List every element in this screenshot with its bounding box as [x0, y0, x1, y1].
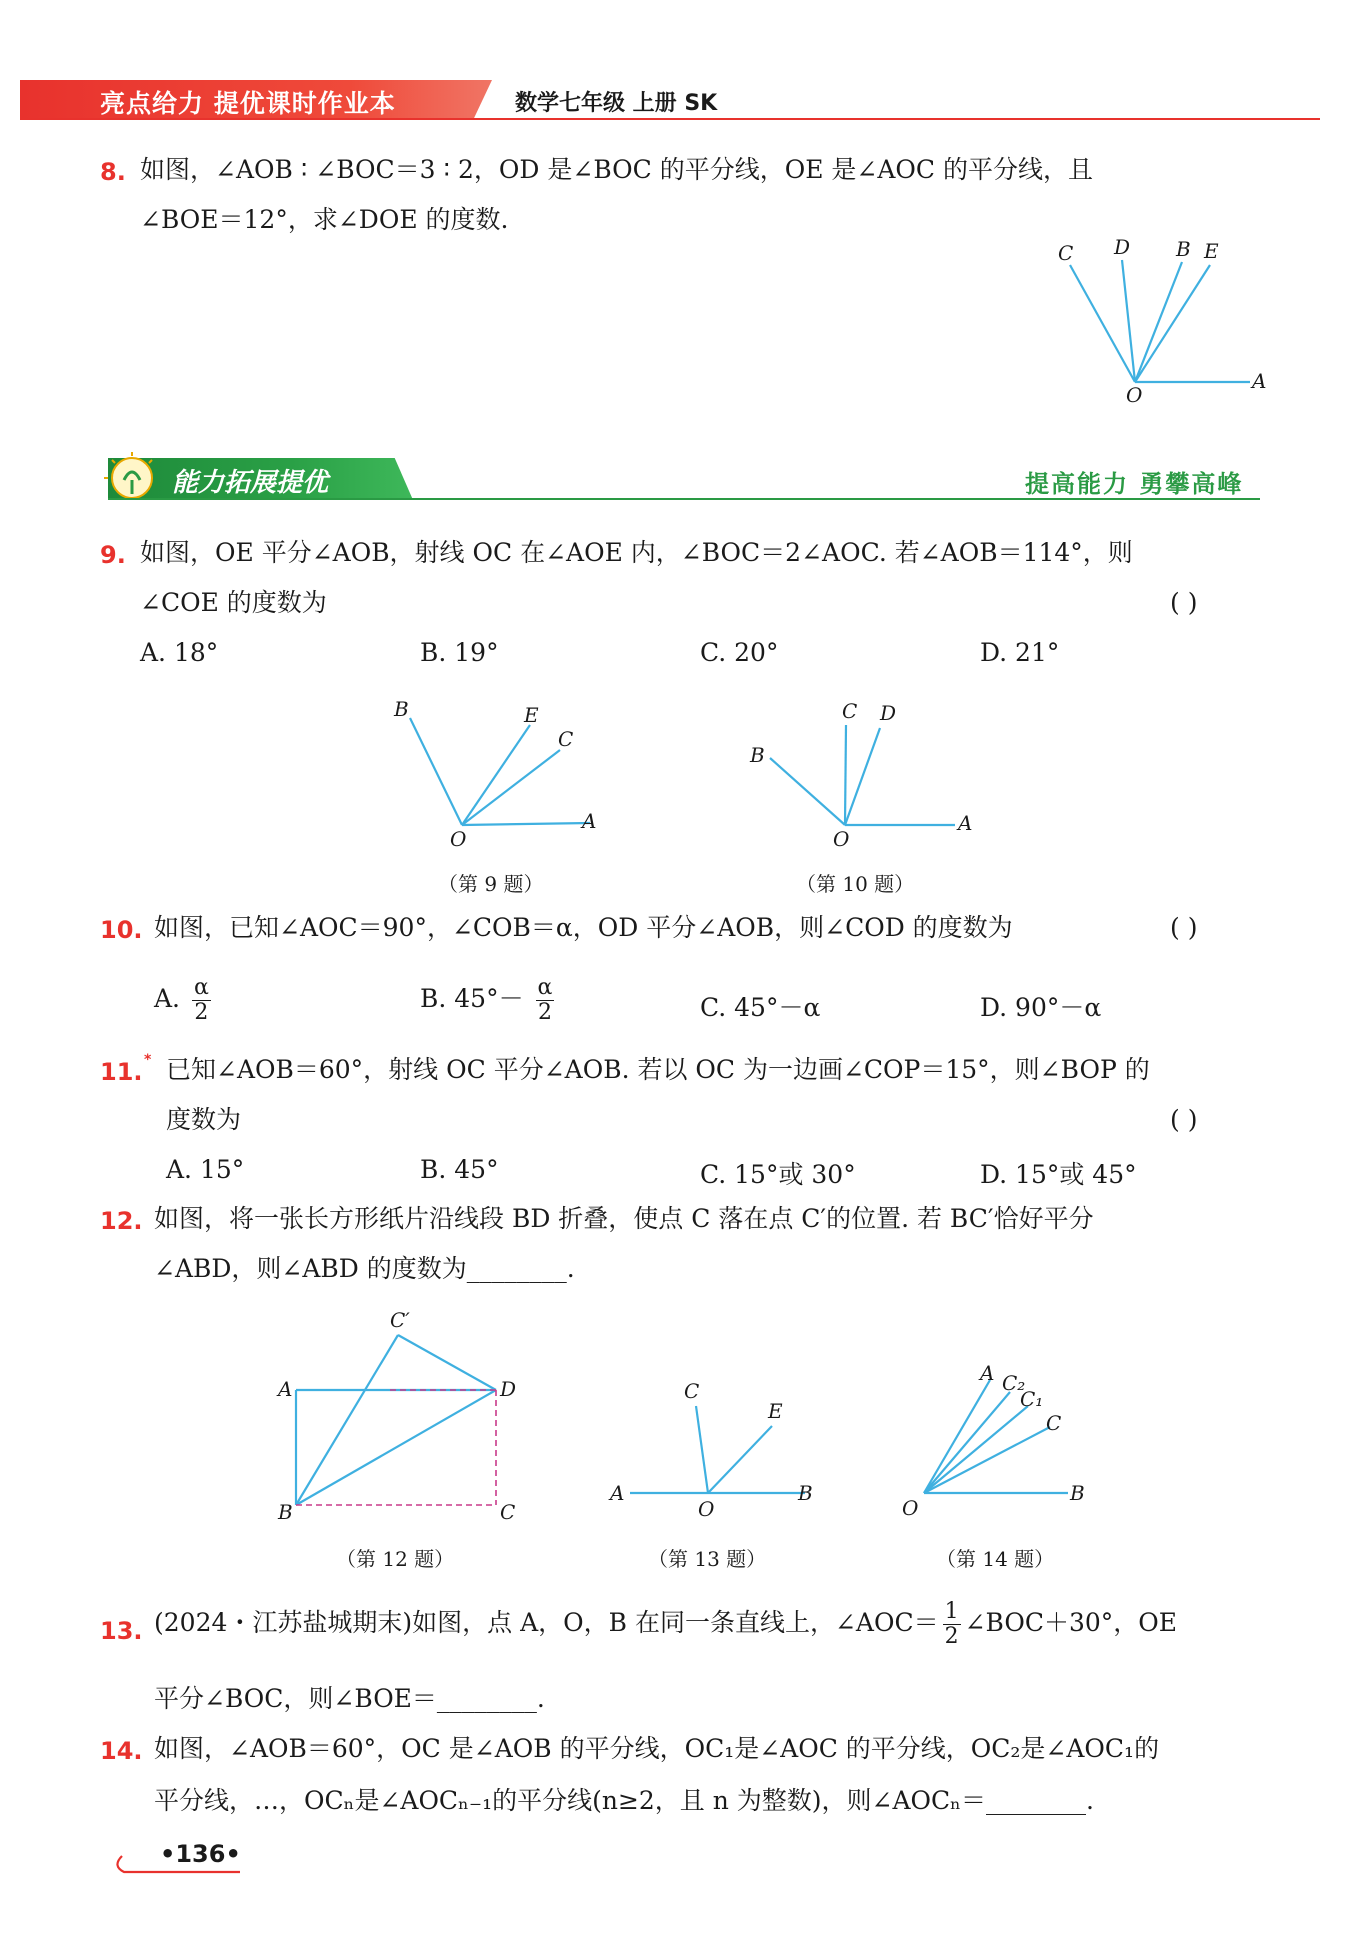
ray-oc — [845, 725, 846, 825]
q9-line2: ∠COE 的度数为 — [140, 588, 327, 617]
ray-oe — [1135, 265, 1210, 382]
label-a: A — [980, 1361, 995, 1385]
ray-oc — [462, 750, 560, 825]
page-number: •136• — [160, 1840, 241, 1868]
label-a: A — [958, 811, 973, 835]
label-c: C — [500, 1500, 516, 1524]
label-cprime: C′ — [390, 1308, 410, 1332]
q8-line1: 如图，∠AOB ∶ ∠BOC＝3 ∶ 2，OD 是∠BOC 的平分线，OE 是∠AOC 的平分线，且 — [140, 155, 1093, 184]
header-book-info: 数学七年级 上册 SK — [515, 91, 718, 116]
q9-option-d: D. 21° — [980, 638, 1060, 667]
q11-line1: 已知∠AOB＝60°，射线 OC 平分∠AOB. 若以 OC 为一边画∠COP＝15°，则∠BOP 的 — [166, 1055, 1150, 1084]
ray-oe — [462, 725, 530, 825]
label-e: E — [768, 1399, 783, 1423]
label-e: E — [524, 703, 539, 727]
q11-option-c: C. 15°或 30° — [700, 1160, 856, 1189]
q10-option-b — [420, 976, 558, 1025]
q12-figure — [270, 1305, 540, 1525]
label-d: D — [1114, 235, 1131, 259]
q10-line1: 如图，已知∠AOC＝90°，∠COB＝α，OD 平分∠AOB，则∠COD 的度数为 — [154, 913, 1013, 942]
q11-option-b: B. 45° — [420, 1155, 499, 1184]
label-o: O — [450, 827, 467, 850]
label-o: O — [1126, 383, 1143, 407]
q10-option-c: C. 45°－α — [700, 993, 821, 1022]
q9-number: 9. — [100, 541, 126, 569]
ray-ob — [410, 718, 462, 825]
ray-oc1 — [924, 1406, 1028, 1493]
q8-line2: ∠BOE＝12°，求∠DOE 的度数. — [140, 205, 509, 234]
label-e: E — [1204, 239, 1219, 263]
label-a: A — [582, 809, 597, 833]
q11-option-d: D. 15°或 45° — [980, 1160, 1137, 1189]
section-slogan: 提高能力 勇攀高峰 — [1025, 469, 1244, 498]
q13-line1-end: ∠BOC＋30°，OE — [964, 1608, 1178, 1637]
q12-line1: 如图，将一张长方形纸片沿线段 BD 折叠，使点 C 落在点 C′的位置. 若 BC′恰好平分 — [154, 1204, 1094, 1233]
q14-figure — [890, 1360, 1130, 1530]
ray-oe — [708, 1426, 772, 1493]
q14-number: 14. — [100, 1737, 143, 1765]
ray-ob — [1135, 262, 1182, 382]
q13-line2: 平分∠BOC，则∠BOE＝________. — [154, 1684, 545, 1713]
q13-line1 — [154, 1600, 1177, 1649]
q9-option-c: C. 20° — [700, 638, 779, 667]
q14-caption: （第 14 题） — [936, 1547, 1055, 1571]
q14-line1: 如图，∠AOB＝60°，OC 是∠AOB 的平分线，OC₁是∠AOC 的平分线，OC₂是∠AOC₁的 — [154, 1734, 1160, 1763]
q10-number: 10. — [100, 916, 143, 944]
label-b: B — [1070, 1481, 1085, 1505]
q9-caption: （第 9 题） — [438, 872, 544, 896]
ray-oa — [462, 823, 590, 825]
label-b: B — [798, 1481, 813, 1505]
label-c: C — [684, 1379, 700, 1403]
label-c: C — [1058, 241, 1074, 265]
q13-line1-start: (2024・江苏盐城期末)如图，点 A，O，B 在同一条直线上，∠AOC＝ — [154, 1608, 939, 1637]
q10-answer-paren: ( ) — [1170, 913, 1198, 942]
ray-oc — [696, 1406, 708, 1493]
q13-caption: （第 13 题） — [648, 1547, 767, 1571]
label-c: C — [1046, 1411, 1062, 1435]
q9-option-b: B. 19° — [420, 638, 499, 667]
q10-caption: （第 10 题） — [796, 872, 915, 896]
q9-line1: 如图，OE 平分∠AOB，射线 OC 在∠AOE 内，∠BOC＝2∠AOC. 若∠AOB＝114°，则 — [140, 538, 1133, 567]
q12-caption: （第 12 题） — [336, 1547, 455, 1571]
q10-frac-b-num: α — [537, 975, 553, 1000]
ray-od — [845, 728, 880, 825]
q11-line2: 度数为 — [166, 1105, 242, 1134]
label-c: C — [842, 699, 858, 723]
q8-number: 8. — [100, 158, 126, 186]
q12-number: 12. — [100, 1207, 143, 1235]
q10-option-b-label: B. 45°－ — [420, 984, 524, 1013]
q13-fraction — [943, 1600, 961, 1649]
q10-frac-a-den: 2 — [194, 1000, 209, 1025]
q13-figure — [600, 1370, 840, 1530]
label-a: A — [610, 1481, 625, 1505]
q10-figure — [740, 690, 980, 850]
q13-frac-num: 1 — [944, 1599, 959, 1624]
label-b: B — [750, 743, 765, 767]
label-d: D — [500, 1377, 517, 1401]
edge-cprimed — [398, 1335, 496, 1390]
label-o: O — [833, 827, 850, 850]
label-c1: C₁ — [1020, 1387, 1044, 1411]
q10-option-d: D. 90°－α — [980, 993, 1102, 1022]
label-b: B — [1176, 237, 1191, 261]
q11-number: 11. — [100, 1058, 143, 1086]
q13-frac-den: 2 — [944, 1624, 959, 1649]
crease-bd — [296, 1390, 496, 1505]
q11-option-a: A. 15° — [166, 1155, 245, 1184]
label-o: O — [698, 1497, 715, 1521]
q9-option-a: A. 18° — [140, 638, 219, 667]
label-d: D — [880, 701, 897, 725]
q11-star: * — [144, 1052, 152, 1068]
ray-ob — [770, 758, 845, 825]
q14-line2: 平分线，…，OCₙ是∠AOCₙ₋₁的平分线(n≥2，且 n 为整数)，则∠AOCₙ＝________. — [154, 1786, 1094, 1815]
q10-option-a-fraction — [192, 976, 211, 1025]
q12-line2: ∠ABD，则∠ABD 的度数为________. — [154, 1254, 575, 1283]
label-a: A — [1252, 369, 1267, 393]
label-a: A — [278, 1377, 293, 1401]
q10-option-b-fraction — [536, 976, 555, 1025]
q9-answer-paren: ( ) — [1170, 588, 1198, 617]
label-b: B — [394, 697, 409, 721]
edge-bcprime — [296, 1335, 398, 1505]
q8-figure — [1040, 230, 1280, 410]
q9-figure — [380, 690, 620, 850]
label-c: C — [558, 727, 574, 751]
q11-answer-paren: ( ) — [1170, 1105, 1198, 1134]
q10-option-a-label: A. — [154, 984, 181, 1013]
section-title: 能力拓展提优 — [172, 468, 329, 498]
ray-oc2 — [924, 1392, 1010, 1493]
q13-number: 13. — [100, 1617, 143, 1645]
header-brand: 亮点给力 提优课时作业本 — [100, 89, 396, 118]
label-b: B — [278, 1500, 293, 1524]
label-c2: C₂ — [1002, 1371, 1026, 1395]
label-o: O — [902, 1496, 919, 1520]
q10-option-a — [154, 976, 215, 1025]
q10-frac-b-den: 2 — [537, 1000, 552, 1025]
q10-frac-a-num: α — [193, 975, 209, 1000]
